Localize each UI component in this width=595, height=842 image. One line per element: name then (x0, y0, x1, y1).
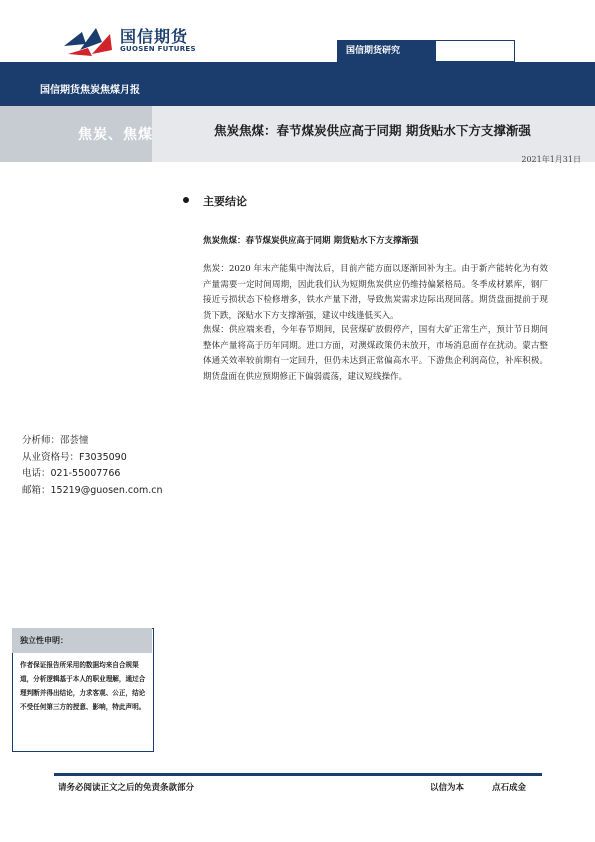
brand-name-cn: 国信期货 (120, 27, 189, 46)
research-label: 国信期货研究 (338, 41, 436, 61)
analyst-email: 邮箱：15219@guosen.com.cn (22, 484, 163, 496)
report-headline: 焦炭焦煤：春节煤炭供应高于同期 期货贴水下方支撑渐强 (214, 123, 531, 138)
analyst-license: 从业资格号：F3035090 (22, 451, 127, 463)
analyst-phone: 电话：021-55007766 (22, 468, 121, 479)
footer-motto-2: 点石成金 (492, 783, 527, 793)
brand-name-en: GUOSEN FUTURES (120, 45, 196, 53)
analyst-info (22, 433, 162, 499)
footer-motto-1: 以信为本 (430, 783, 465, 793)
guosen-logo-icon (62, 24, 114, 58)
sector-label: 焦炭、焦煤 (78, 127, 153, 143)
independence-body: 作者保证报告所采用的数据均来自合规渠道，分析逻辑基于本人的职业理解，通过合理判断并得出结论，力求客观、公正，结论不受任何第三方的授意、影响，特此声明。 (20, 661, 146, 711)
report-date: 2021年1月31日 (521, 155, 581, 164)
research-label-blank (436, 41, 514, 61)
report-type: 国信期货焦炭焦煤月报 (40, 85, 140, 96)
summary-title: 焦炭焦煤：春节煤炭供应高于同期 期货贴水下方支撑渐强 (203, 236, 419, 246)
paragraph-coke: 焦炭：2020 年末产能集中淘汰后，目前产能方面以逐渐回补为主。由于新产能转化为有效产量需要一定时间周期，因此我们认为短期焦炭供应仍维持偏紧格局。冬季成材累库，钢厂接近亏损状态下检修增多，铁水产量下滑，导致焦炭需求边际出现回落。期货盘面提前于现货下跌，深贴水下方支撑渐强，建议中线逢低买入。 (203, 264, 548, 321)
analyst-name: 分析师：邵荟憧 (22, 435, 89, 446)
paragraph-coking-coal: 焦煤：供应端来看，今年春节期间，民营煤矿放假停产，国有大矿正常生产，预计节日期间整体产量将高于历年同期。进口方面，对澳煤政策仍未放开，市场消息面存在扰动。蒙古整体通关效率较前期有一定回升，但仍未达到正常偏高水平。下游焦企利润高位，补库积极。期货盘面在供应预期修正下偏弱震荡，建议短线操作。 (203, 325, 548, 382)
footer-rule (54, 773, 542, 776)
footer-notice: 请务必阅读正文之后的免责条款部分 (58, 783, 195, 793)
independence-title: 独立性申明： (20, 635, 68, 645)
research-label-box (337, 40, 515, 62)
section-bullet-icon (183, 197, 189, 203)
section-title: 主要结论 (203, 195, 247, 208)
